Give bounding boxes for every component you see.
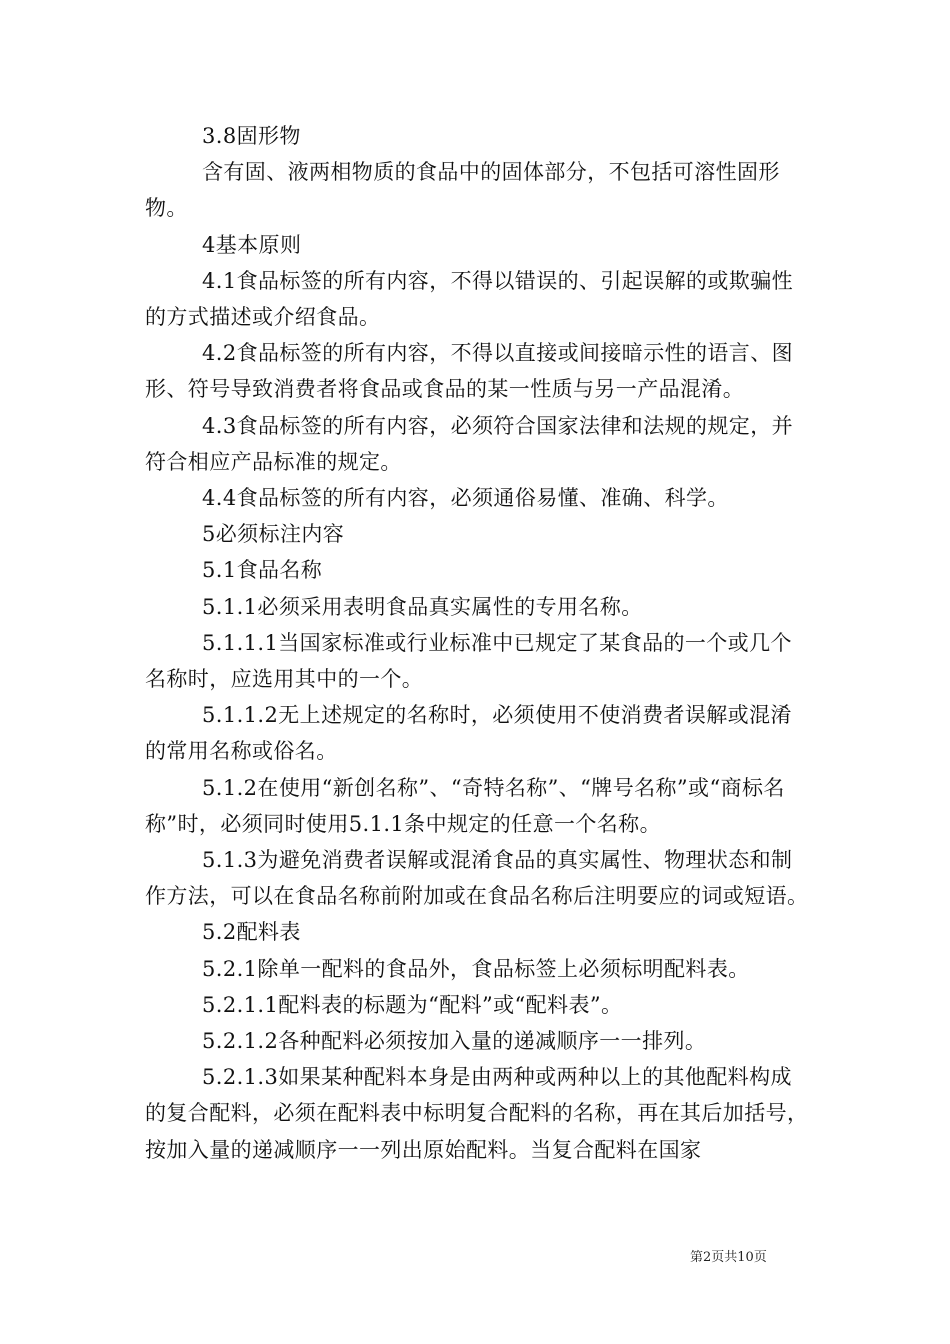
paragraph: 含有固、液两相物质的食品中的固体部分，不包括可溶性固形物。 — [145, 160, 780, 221]
paragraph: 5.1.1.2无上述规定的名称时，必须使用不使消费者误解或混淆的常用名称或俗名。 — [145, 703, 792, 764]
section-heading-5: 5必须标注内容 — [202, 522, 345, 547]
section-heading-3-8: 3.8固形物 — [202, 124, 301, 148]
paragraph: 5.1.3为避免消费者误解或混淆食品的真实属性、物理状态和制作方法，可以在食品名称前附加或在食品名称后注明要应的词或短语。 — [145, 848, 809, 909]
paragraph: 4.2食品标签的所有内容，不得以直接或间接暗示性的语言、图形、符号导致消费者将食品或食品的某一性质与另一产品混淆。 — [145, 341, 793, 402]
paragraph: 5.2.1.3如果某种配料本身是由两种或两种以上的其他配料构成的复合配料，必须在配料表中标明复合配料的名称，再在其后加括号，按加入量的递减顺序一一列出原始配料。当复合配料在国家 — [145, 1065, 809, 1162]
paragraph: 5.1.1.1当国家标准或行业标准中已规定了某食品的一个或几个名称时，应选用其中的一个。 — [145, 630, 792, 692]
paragraph: 4.4食品标签的所有内容，必须通俗易懂、准确、科学。 — [202, 486, 729, 511]
paragraph: 5.1.2在使用“新创名称”、“奇特名称”、“牌号名称”或“商标名称”时，必须同时使用5.1.1条中规定的任意一个名称。 — [145, 775, 785, 836]
paragraph: 5.1.1必须采用表明食品真实属性的专用名称。 — [202, 594, 643, 619]
section-heading-5-1: 5.1食品名称 — [202, 558, 323, 583]
document-body — [145, 118, 810, 1168]
section-heading-5-2: 5.2配料表 — [202, 920, 301, 945]
paragraph: 4.1食品标签的所有内容，不得以错误的、引起误解的或欺骗性的方式描述或介绍食品。 — [145, 268, 793, 330]
paragraph: 5.2.1.1配料表的标题为“配料”或“配料表”。 — [202, 992, 623, 1017]
paragraph: 4.3食品标签的所有内容，必须符合国家法律和法规的规定，并符合相应产品标准的规定。 — [145, 413, 793, 474]
section-heading-4: 4基本原则 — [202, 232, 302, 257]
paragraph: 5.2.1.2各种配料必须按加入量的递减顺序一一排列。 — [202, 1029, 707, 1054]
page-number-footer: 第2页共10页 — [690, 1250, 767, 1265]
paragraph: 5.2.1除单一配料的食品外，食品标签上必须标明配料表。 — [202, 956, 750, 981]
